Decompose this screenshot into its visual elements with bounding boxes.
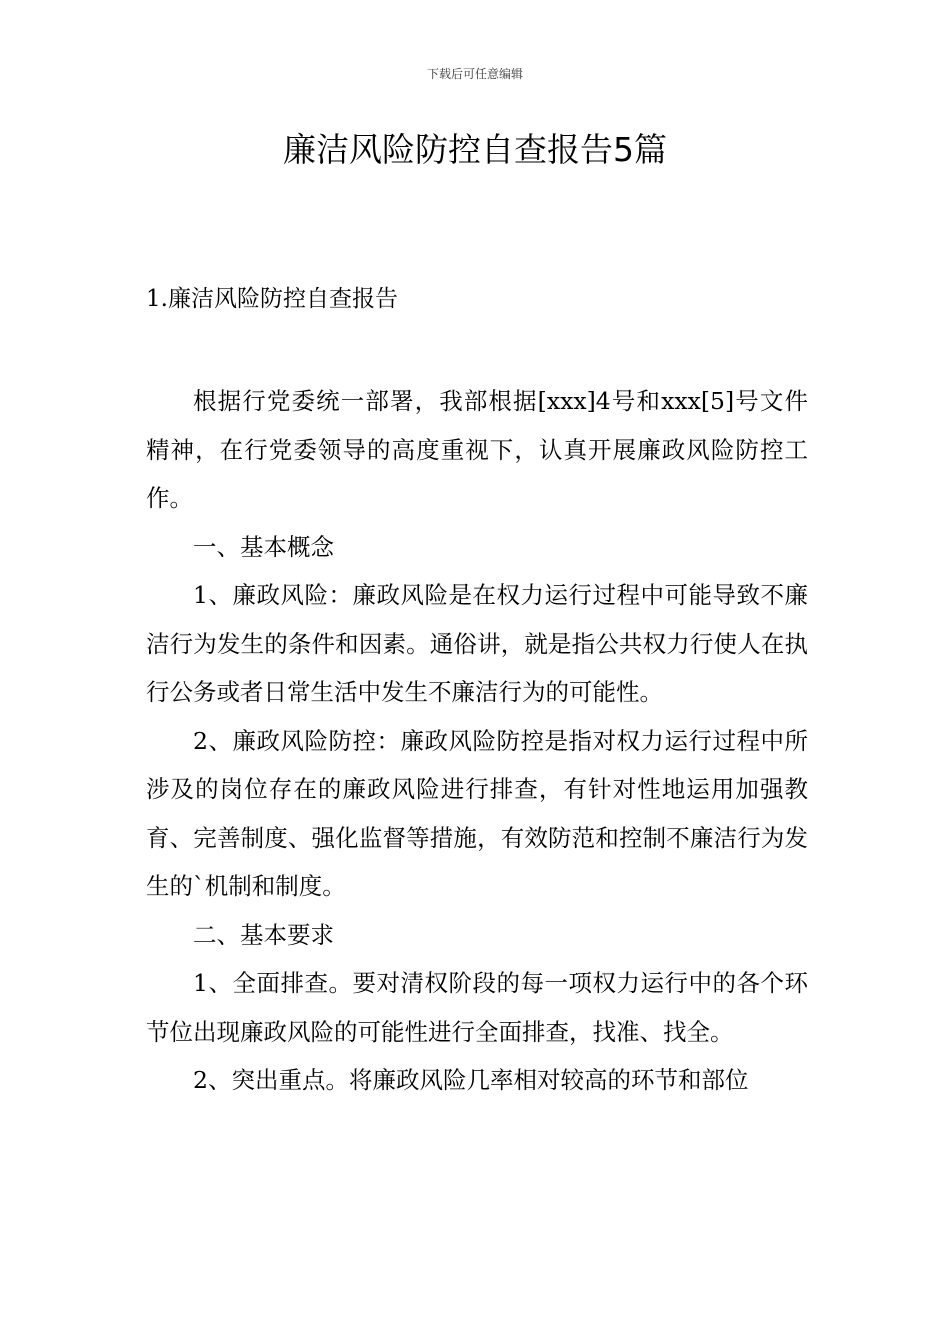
subheading-basic-requirements: 二、基本要求 <box>193 920 334 949</box>
document-body <box>146 377 808 1105</box>
header-note: 下载后可任意编辑 <box>426 67 523 81</box>
section-heading: 1.廉洁风险防控自查报告 <box>146 286 398 312</box>
paragraph-requirement-2: 2、突出重点。将廉政风险几率相对较高的环节和部位 <box>193 1066 749 1094</box>
paragraph-concept-2: 2、廉政风险防控：廉政风险防控是指对权力运行过程中所涉及的岗位存在的廉政风险进行排查，有针对性地运用加强教育、完善制度、强化监督等措施，有效防范和控制不廉洁行为发生的`机制和制度。 <box>146 726 808 900</box>
paragraph-concept-1: 1、廉政风险：廉政风险是在权力运行过程中可能导致不廉洁行为发生的条件和因素。通俗讲，就是指公共权力行使人在执行公务或者日常生活中发生不廉洁行为的可能性。 <box>146 581 808 706</box>
document-title: 廉洁风险防控自查报告5篇 <box>283 130 667 169</box>
subheading-basic-concepts: 一、基本概念 <box>193 532 334 561</box>
paragraph-intro: 根据行党委统一部署，我部根据[xxx]4号和xxx[5]号文件精神，在行党委领导的高度重视下，认真开展廉政风险防控工作。 <box>146 387 808 512</box>
paragraph-requirement-1: 1、全面排查。要对清权阶段的每一项权力运行中的各个环节位出现廉政风险的可能性进行全面排查，找准、找全。 <box>146 969 808 1046</box>
